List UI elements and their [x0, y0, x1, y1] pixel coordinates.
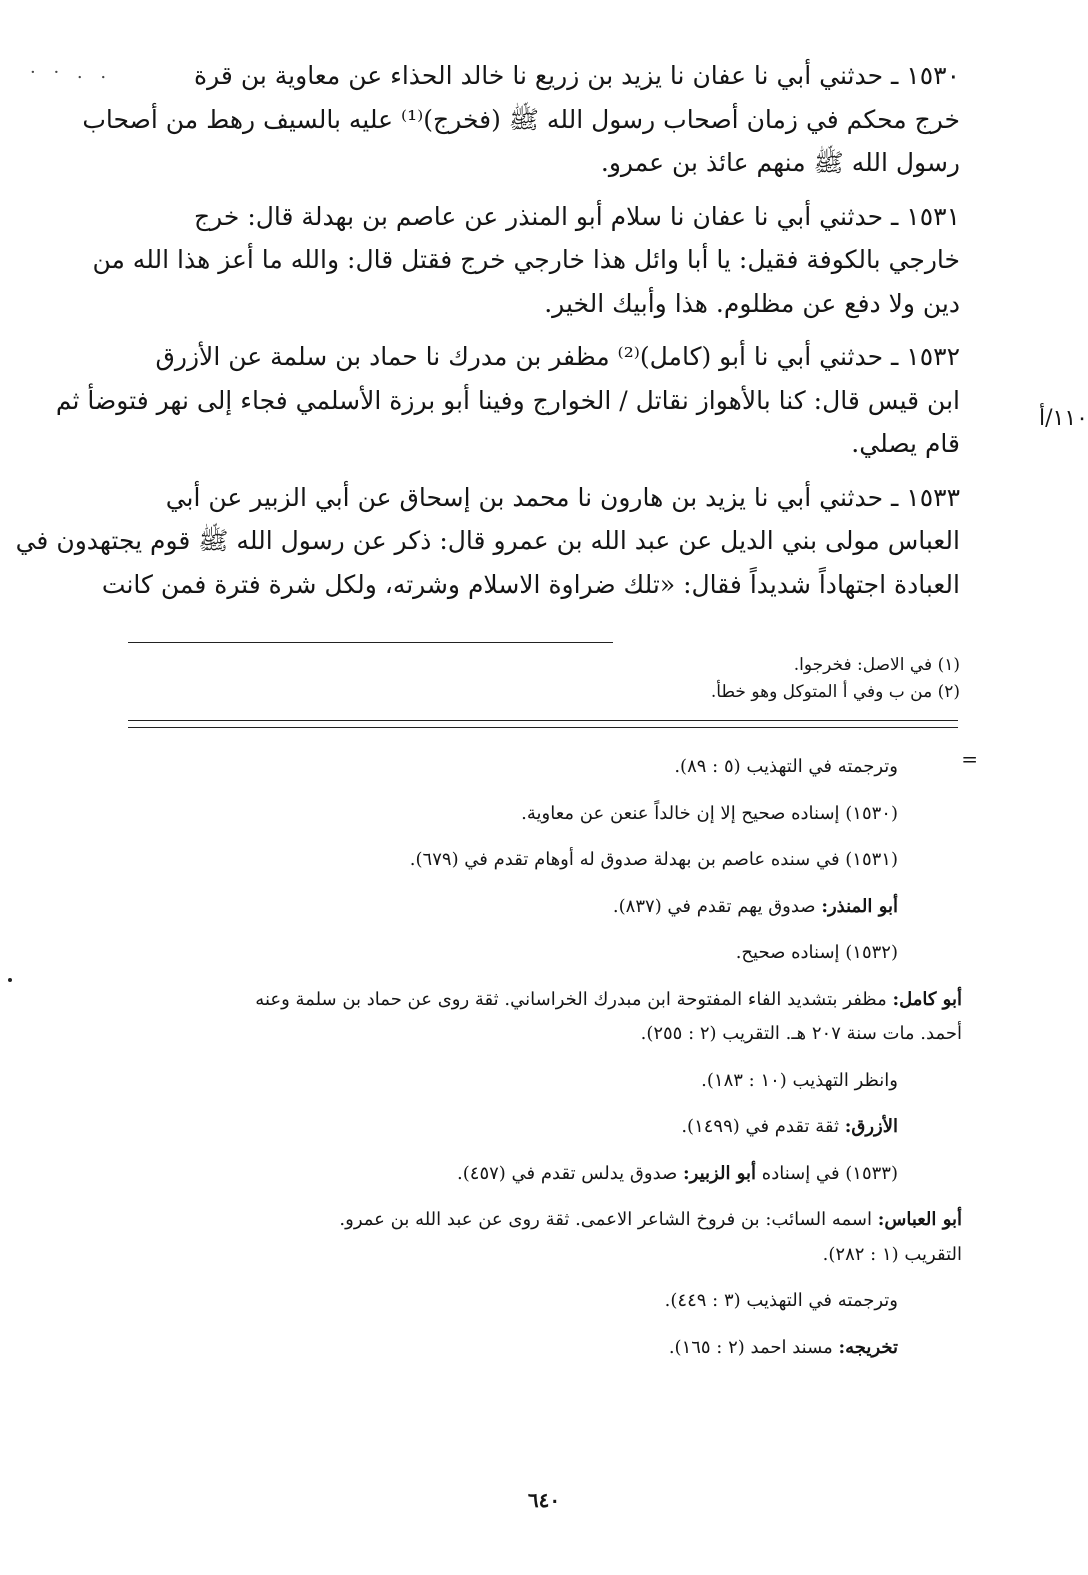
continuation-mark: =	[961, 747, 978, 771]
footnote-divider	[128, 642, 613, 643]
text-line: قام يصلي.	[851, 429, 960, 458]
text-line: ١٥٣١ ـ حدثني أبي نا عفان نا سلام أبو المنذر عن عاصم بن بهدلة قال: خرج	[193, 201, 960, 231]
footnotes	[124, 652, 960, 706]
narrator-prefix: (١٥٣٣) في إسناده	[756, 1162, 898, 1184]
commentary-line	[78, 1104, 898, 1151]
narrator-note: مظفر بتشديد الفاء المفتوحة ابن مبدرك الخراساني. ثقة روى عن حماد بن سلمة وعنه	[255, 988, 893, 1010]
commentary-divider	[128, 720, 958, 728]
commentary-line: (١٥٣١) في سنده عاصم بن بهدلة صدوق له أوهام تقدم في (٦٧٩).	[409, 849, 898, 870]
takhrij-note: مسند احمد (٢ : ١٦٥).	[668, 1336, 839, 1358]
commentary-block	[78, 744, 962, 1371]
text-line: ١٥٣٠ ـ حدثني أبي نا عفان نا يزيد بن زريع نا خالد الحذاء عن معاوية بن قرة	[194, 61, 960, 90]
page-number: ٦٤٠	[527, 1488, 561, 1512]
hadith-1530	[82, 54, 960, 185]
hadith-1532	[55, 335, 960, 466]
commentary-line: وترجمته في التهذيب (٥ : ٨٩).	[674, 756, 898, 777]
hadith-1533	[15, 476, 960, 607]
manuscript-folio-reference: ١١٠/أ	[1039, 406, 1088, 431]
commentary-line: وانظر التهذيب (١٠ : ١٨٣).	[701, 1069, 898, 1091]
narrator-note: ثقة تقدم في (١٤٩٩).	[681, 1116, 845, 1137]
text-line: ابن قيس قال: كنا بالأهواز نقاتل / الخوارج وفينا أبو برزة الأسلمي فجاء إلى نهر فتوضأ ثم	[55, 385, 960, 415]
narrator-name: أبو الزبير:	[683, 1162, 757, 1184]
commentary-line: وترجمته في التهذيب (٣ : ٤٤٩).	[664, 1290, 898, 1311]
stray-marks: . . · ·	[30, 62, 113, 83]
text-line: ١٥٣٣ ـ حدثني أبي نا يزيد بن هارون نا محمد بن إسحاق عن أبي الزبير عن أبي	[165, 482, 960, 512]
commentary-line: أحمد. مات سنة ٢٠٧ هـ. التقريب (٢ : ٢٥٥).	[640, 1023, 962, 1044]
footnote-1: (١) في الاصل: فخرجوا.	[793, 655, 960, 675]
text-line: العباس مولى بني الديل عن عبد الله بن عمرو قال: ذكر عن رسول الله ﷺ قوم يجتهدون في	[15, 526, 960, 555]
narrator-name: أبو المنذر:	[821, 895, 898, 917]
narrator-name: أبو كامل:	[892, 988, 962, 1010]
narrator-name: أبو العباس:	[877, 1209, 962, 1230]
text-line: ١٥٣٢ ـ حدثني أبي نا أبو (كامل)⁽²⁾ مظفر بن مدرك نا حماد بن سلمة عن الأزرق	[155, 342, 960, 371]
commentary-line: (١٥٣٢) إسناده صحيح.	[735, 942, 898, 963]
text-line: رسول الله ﷺ منهم عائذ بن عمرو.	[600, 148, 960, 177]
commentary-line	[78, 884, 898, 931]
commentary-line	[78, 1325, 898, 1372]
commentary-line: التقريب (١ : ٢٨٢).	[822, 1243, 962, 1265]
narrator-note: صدوق يهم تقدم في (٨٣٧).	[612, 895, 822, 917]
section-label: تخريجه:	[838, 1336, 898, 1358]
text-line: خارجي بالكوفة فقيل: يا أبا وائل هذا خارجي خرج فقتل قال: والله ما أعز هذا الله من	[92, 245, 960, 274]
narrator-name: الأزرق:	[844, 1116, 898, 1137]
narrator-note: صدوق يدلس تقدم في (٤٥٧).	[457, 1162, 684, 1184]
text-line: العبادة اجتهاداً شديداً فقال: «تلك ضراوة الاسلام وشرته، ولكل شرة فترة فمن كانت	[101, 569, 960, 599]
commentary-line	[78, 1151, 898, 1198]
text-line: خرج محكم في زمان أصحاب رسول الله ﷺ (فخرج)⁽¹⁾ عليه بالسيف رهط من أصحاب	[82, 104, 960, 134]
text-line: دين ولا دفع عن مظلوم. هذا وأبيك الخير.	[544, 288, 960, 318]
commentary-line: (١٥٣٠) إسناده صحيح إلا إن خالداً عنعن عن معاوية.	[521, 802, 898, 824]
main-text-block	[15, 54, 960, 616]
footnote-2: (٢) من ب وفي أ المتوكل وهو خطأ.	[710, 682, 960, 702]
scan-speck	[8, 978, 12, 982]
hadith-1531	[92, 195, 960, 326]
narrator-note: اسمه السائب: بن فروخ الشاعر الاعمى. ثقة روى عن عبد الله بن عمرو.	[339, 1209, 878, 1230]
